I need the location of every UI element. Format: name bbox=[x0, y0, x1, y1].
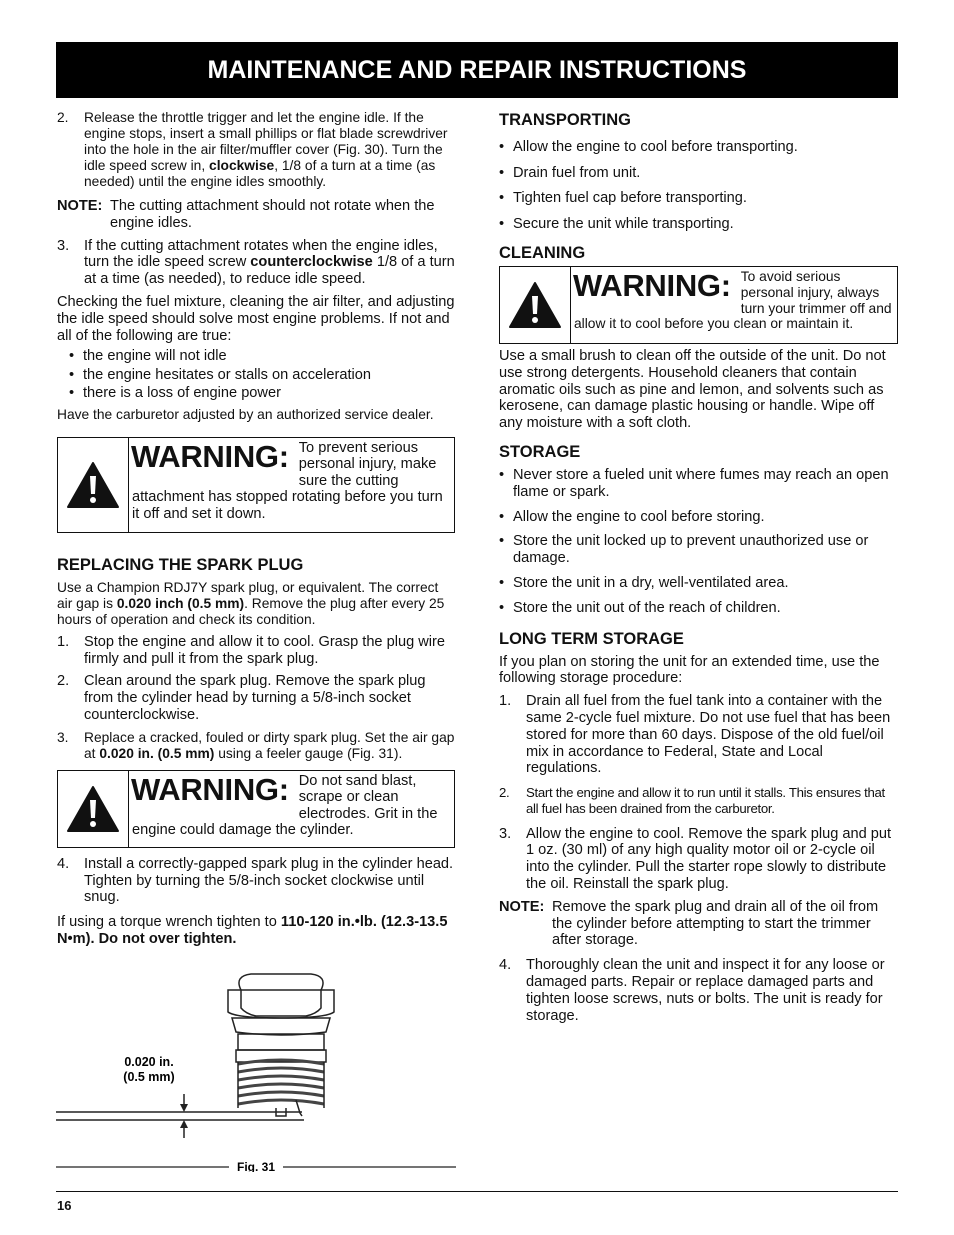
list-item: • Store the unit locked up to prevent unauthorized use or damage. bbox=[499, 533, 869, 567]
transport-list bbox=[499, 135, 898, 237]
spark-intro: Use a Champion RDJ7Y spark plug, or equivalent. The correct air gap is 0.020 inch (0.5 mm). Remove the plug after every 25 hours of operation and check its condition. bbox=[57, 579, 445, 627]
page-header bbox=[56, 42, 898, 98]
list-item: • Secure the unit while transporting. bbox=[499, 215, 734, 232]
spark-step-2: 2. Clean around the spark plug. Remove the spark plug from the cylinder head by turning a 5/8-inch socket counterclockwise. bbox=[57, 673, 426, 724]
note-idle: NOTE: The cutting attachment should not rotate when the engine idles. bbox=[57, 198, 435, 231]
list-item: • the engine will not idle bbox=[69, 348, 227, 365]
list-item: • Never store a fueled unit where fumes may reach an open flame or spark. bbox=[499, 466, 889, 500]
warning-title: WARNING: bbox=[131, 438, 289, 474]
right-column bbox=[499, 110, 898, 1024]
list-item: • Store the unit out of the reach of children. bbox=[499, 599, 781, 616]
storage-step-2: 2. Start the engine and allow it to run until it stalls. This ensures that all fuel has been drained from the carburetor. bbox=[499, 785, 885, 817]
warning-text: To prevent serious personal injury, make sure the cutting attachment has stopped rotating before you turn it off and set it down. bbox=[132, 439, 443, 522]
list-item: • the engine hesitates or stalls on acceleration bbox=[69, 366, 371, 383]
spark-step-1: 1. Stop the engine and allow it to cool. Grasp the plug wire firmly and pull it from the spark plug. bbox=[57, 633, 446, 667]
figure-31 bbox=[56, 968, 456, 1172]
checking-paragraph: Checking the fuel mixture, cleaning the air filter, and adjusting the idle speed should solve most engine problems. If not and all of the following are true: bbox=[57, 293, 455, 344]
spark-step-3: 3. Replace a cracked, fouled or dirty spark plug. Set the air gap at 0.020 in. (0.5 mm) using a feeler gauge (Fig. 31). bbox=[57, 729, 455, 761]
storage-list bbox=[499, 467, 898, 617]
page-number: 16 bbox=[57, 1198, 72, 1213]
warning-triangle-icon bbox=[66, 785, 120, 833]
warning-title: WARNING: bbox=[573, 268, 731, 303]
gap-label-inches: 0.020 in. bbox=[124, 1055, 174, 1069]
warning-triangle-icon bbox=[508, 281, 562, 329]
section-heading-storage: STORAGE bbox=[499, 442, 581, 461]
storage-step-4: 4. Thoroughly clean the unit and inspect it for any loose or damaged parts. Repair or replace damaged parts and tighten loose screws, nuts or bolts. The unit is ready for storage. bbox=[499, 957, 885, 1024]
footer-divider bbox=[56, 1191, 898, 1192]
spark-step-4: 4. Install a correctly-gapped spark plug in the cylinder head. Tighten by turning the 5/8-inch socket clockwise until snug. bbox=[57, 855, 454, 906]
storage-step-1: 1. Drain all fuel from the fuel tank into a container with the same 2-cycle fuel mixture. Do not use fuel that has been stored for more than 60 days. Dispose of the old fuel/oil mix in accordance to Federal, State and Local regulations. bbox=[499, 693, 891, 777]
gap-label-mm: (0.5 mm) bbox=[123, 1070, 175, 1084]
note-storage: NOTE: Remove the spark plug and drain all of the oil from the cylinder before attempting to start the trimmer after storage. bbox=[499, 898, 879, 949]
warning-triangle-icon bbox=[66, 461, 120, 509]
section-heading-long-term-storage: LONG TERM STORAGE bbox=[499, 629, 684, 648]
section-heading-cleaning: CLEANING bbox=[499, 244, 586, 262]
warning-title: WARNING: bbox=[131, 771, 289, 807]
section-heading-transporting: TRANSPORTING bbox=[499, 111, 631, 129]
warning-text: To avoid serious personal injury, always turn your trimmer off and allow it to cool before you clean or maintain it. bbox=[574, 269, 892, 332]
section-heading-spark-plug: REPLACING THE SPARK PLUG bbox=[57, 555, 304, 574]
warning-box-cleaning bbox=[499, 266, 898, 344]
warning-box-cutting bbox=[57, 437, 455, 533]
list-item: • Store the unit in a dry, well-ventilated area. bbox=[499, 574, 789, 591]
cleaning-paragraph: Use a small brush to clean off the outside of the unit. Do not use strong detergents. Household cleaners that contain aromatic oils such as pine and lemon, and solvents such as kerosene, can damage plastic housing or handle. Wipe off any moisture with a soft cloth. bbox=[499, 348, 886, 432]
page-title: MAINTENANCE AND REPAIR INSTRUCTIONS bbox=[207, 55, 747, 84]
warning-text: Do not sand blast, scrape or clean electrodes. Grit in the engine could damage the cylinder. bbox=[132, 772, 438, 839]
list-item: • Tighten fuel cap before transporting. bbox=[499, 190, 747, 206]
list-item: • Allow the engine to cool before storing. bbox=[499, 508, 765, 525]
list-item: • there is a loss of engine power bbox=[69, 385, 281, 402]
engine-problem-list bbox=[57, 347, 455, 403]
warning-box-sandblast bbox=[57, 770, 455, 848]
figure-caption: Fig. 31 bbox=[236, 1160, 276, 1172]
torque-paragraph: If using a torque wrench tighten to 110-120 in.•lb. (12.3-13.5 N•m). Do not over tighten. bbox=[57, 914, 448, 948]
list-item: • Allow the engine to cool before transporting. bbox=[499, 139, 798, 155]
list-item: • Drain fuel from unit. bbox=[499, 164, 641, 181]
idle-step-3: 3. If the cutting attachment rotates when the engine idles, turn the idle speed screw counterclockwise 1/8 of a turn at a time (as needed), to reduce idle speed. bbox=[57, 237, 455, 288]
dealer-paragraph: Have the carburetor adjusted by an authorized service dealer. bbox=[57, 406, 434, 422]
storage-step-3: 3. Allow the engine to cool. Remove the spark plug and put 1 oz. (30 ml) of any high quality motor oil or 2-cycle oil into the cylinder. Pull the starter rope slowly to distribute the oil. Reinstall the spark plug. bbox=[499, 825, 892, 892]
long-term-intro: If you plan on storing the unit for an extended time, use the following storage procedure: bbox=[499, 653, 880, 687]
spark-plug-illustration bbox=[56, 968, 456, 1172]
idle-step-2: 2. Release the throttle trigger and let the engine idle. If the engine stops, insert a small phillips or flat blade screwdriver into the hole in the air filter/muffler cover (Fig. 30). Turn the idle speed screw in, clockwise, 1/8 of a turn at a time (as needed) until the engine idles smoothly. bbox=[57, 110, 448, 189]
left-column bbox=[57, 110, 455, 948]
